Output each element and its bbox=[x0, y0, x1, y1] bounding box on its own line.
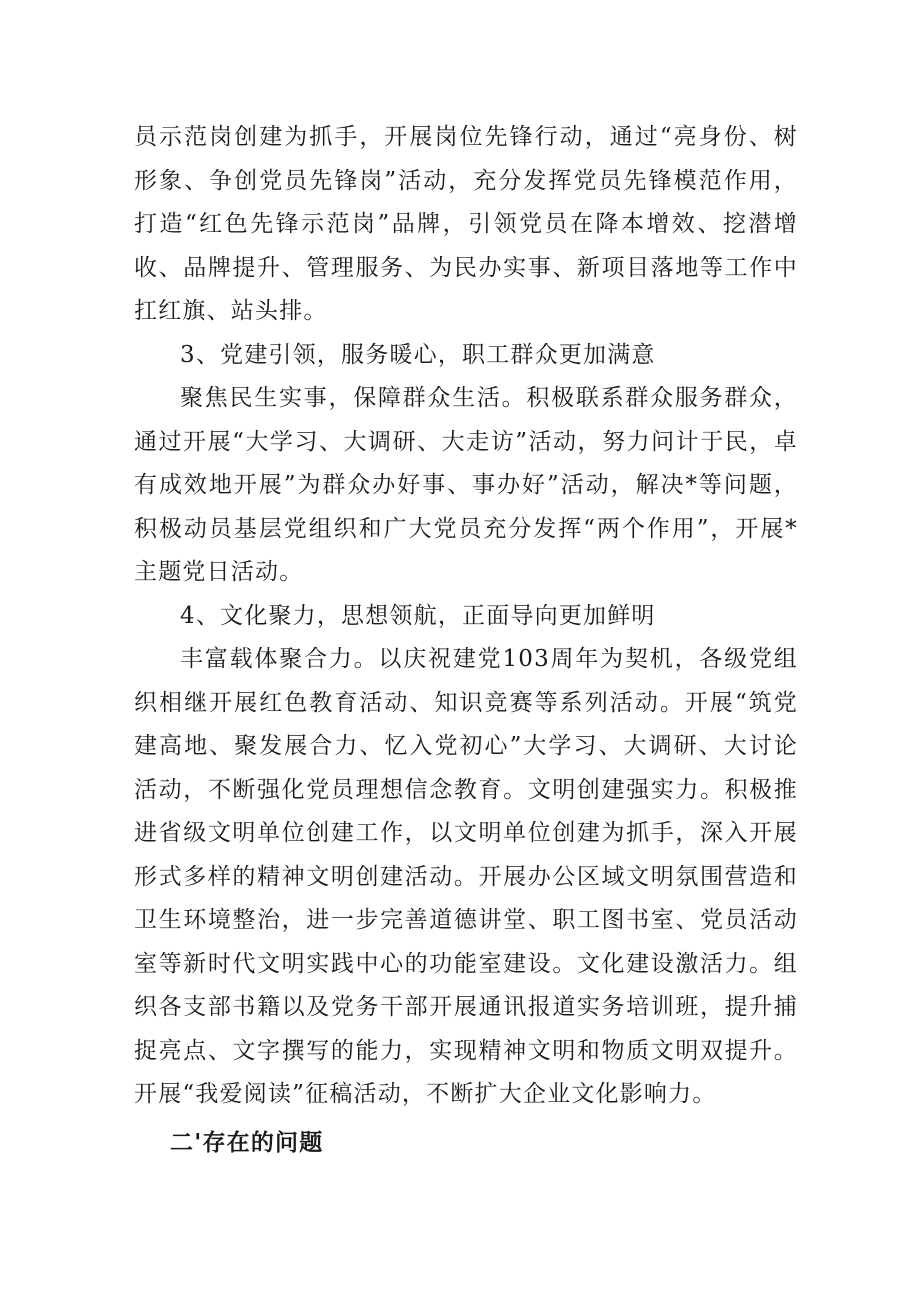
subheading-culture-ideology: 4、文化聚力，思想领航，正面导向更加鲜明 bbox=[180, 602, 656, 629]
section-heading-existing-problems: 二'存在的问题 bbox=[170, 1128, 324, 1156]
paragraph-livelihood-service: 聚焦民生实事，保障群众生活。积极联系群众服务群众，通过开展“大学习、大调研、大走访”活动，努力问计于民，卓有成效地开展”为群众办好事、事办好”活动，解决*等问题，积极动员基层党组织和广大党员充分发挥“两个作用”，开展*主题党日活动。 bbox=[134, 385, 798, 585]
document-body bbox=[134, 116, 798, 1164]
paragraph-culture-activities: 丰富载体聚合力。以庆祝建党103周年为契机，各级党组织相继开展红色教育活动、知识竞赛等系列活动。开展“筑党建高地、聚发展合力、忆入党初心”大学习、大调研、大讨论活动，不断强化党员理想信念教育。文明创建强实力。积极推进省级文明单位创建工作，以文明单位创建为抓手，深入开展形式多样的精神文明创建活动。开展办公区域文明氛围营造和卫生环境整治，进一步完善道德讲堂、职工图书室、党员活动室等新时代文明实践中心的功能室建设。文化建设激活力。组织各支部书籍以及党务干部开展通讯报道实务培训班，提升捕捉亮点、文字撰写的能力，实现精神文明和物质文明双提升。开展“我爱阅读”征稿活动，不断扩大企业文化影响力。 bbox=[134, 646, 798, 1107]
subheading-party-building-service: 3、党建引领，服务暖心，职工群众更加满意 bbox=[180, 341, 656, 368]
paragraph-red-vanguard-post: 员示范岗创建为抓手，开展岗位先锋行动，通过“亮身份、树形象、争创党员先锋岗”活动，充分发挥党员先锋模范作用，打造“红色先锋示范岗”品牌，引领党员在降本增效、挖潜增收、品牌提升、管理服务、为民办实事、新项目落地等工作中扛红旗、站头排。 bbox=[134, 124, 798, 324]
